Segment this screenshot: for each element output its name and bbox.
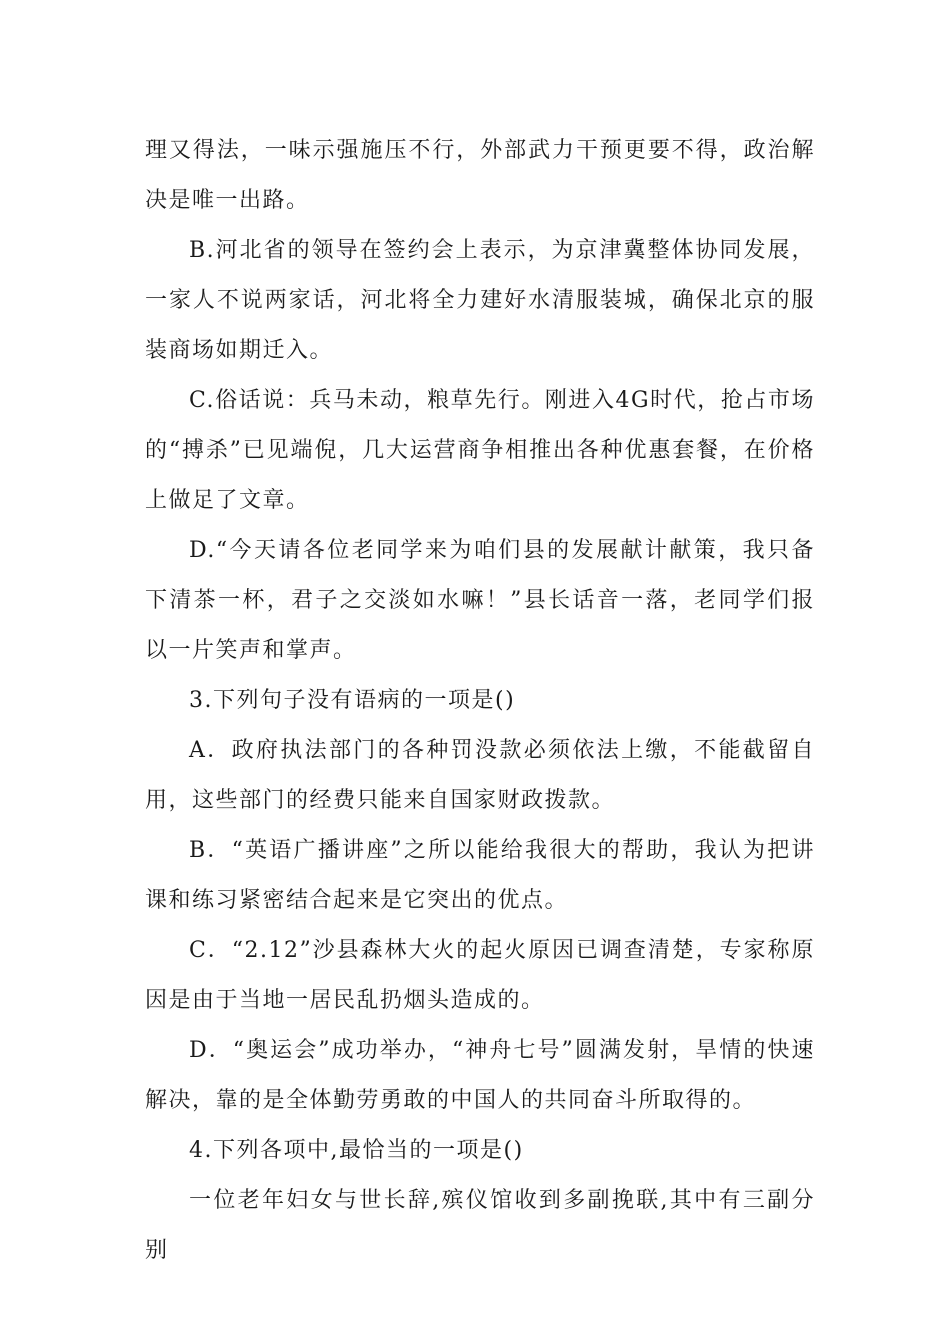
question-3-option-a: A．政府执法部门的各种罚没款必须依法上缴，不能截留自用，这些部门的经费只能来自国家财政拨款。 [145,738,815,813]
option-b-paragraph: B.河北省的领导在签约会上表示，为京津冀整体协同发展，一家人不说两家话，河北将全力建好水清服装城，确保北京的服装商场如期迁入。 [145,238,815,363]
question-3-option-d: D．“奥运会”成功举办，“神舟七号”圆满发射，旱情的快速解决，靠的是全体勤劳勇敢的中国人的共同奋斗所取得的。 [145,1038,815,1113]
question-3-option-c: C．“2.12”沙县森林大火的起火原因已调查清楚，专家称原因是由于当地一居民乱扔烟头造成的。 [145,938,815,1013]
question-3-heading: 3.下列句子没有语病的一项是() [189,688,516,713]
paragraph-continuation: 理又得法，一味示强施压不行，外部武力干预更要不得，政治解决是唯一出路。 [145,138,815,213]
question-4-heading: 4.下列各项中,最恰当的一项是() [189,1138,524,1163]
option-d-paragraph: D.“今天请各位老同学来为咱们县的发展献计献策，我只备下清茶一杯，君子之交淡如水嘛！”县长话音一落，老同学们报以一片笑声和掌声。 [145,538,815,663]
option-c-paragraph: C.俗话说：兵马未动，粮草先行。刚进入4G时代，抢占市场的“搏杀”已见端倪，几大运营商争相推出各种优惠套餐，在价格上做足了文章。 [145,388,815,513]
question-3-option-b: B．“英语广播讲座”之所以能给我很大的帮助，我认为把讲课和练习紧密结合起来是它突出的优点。 [145,838,815,913]
document-body [145,126,815,1276]
question-4-stem: 一位老年妇女与世长辞,殡仪馆收到多副挽联,其中有三副分别 [145,1188,815,1263]
